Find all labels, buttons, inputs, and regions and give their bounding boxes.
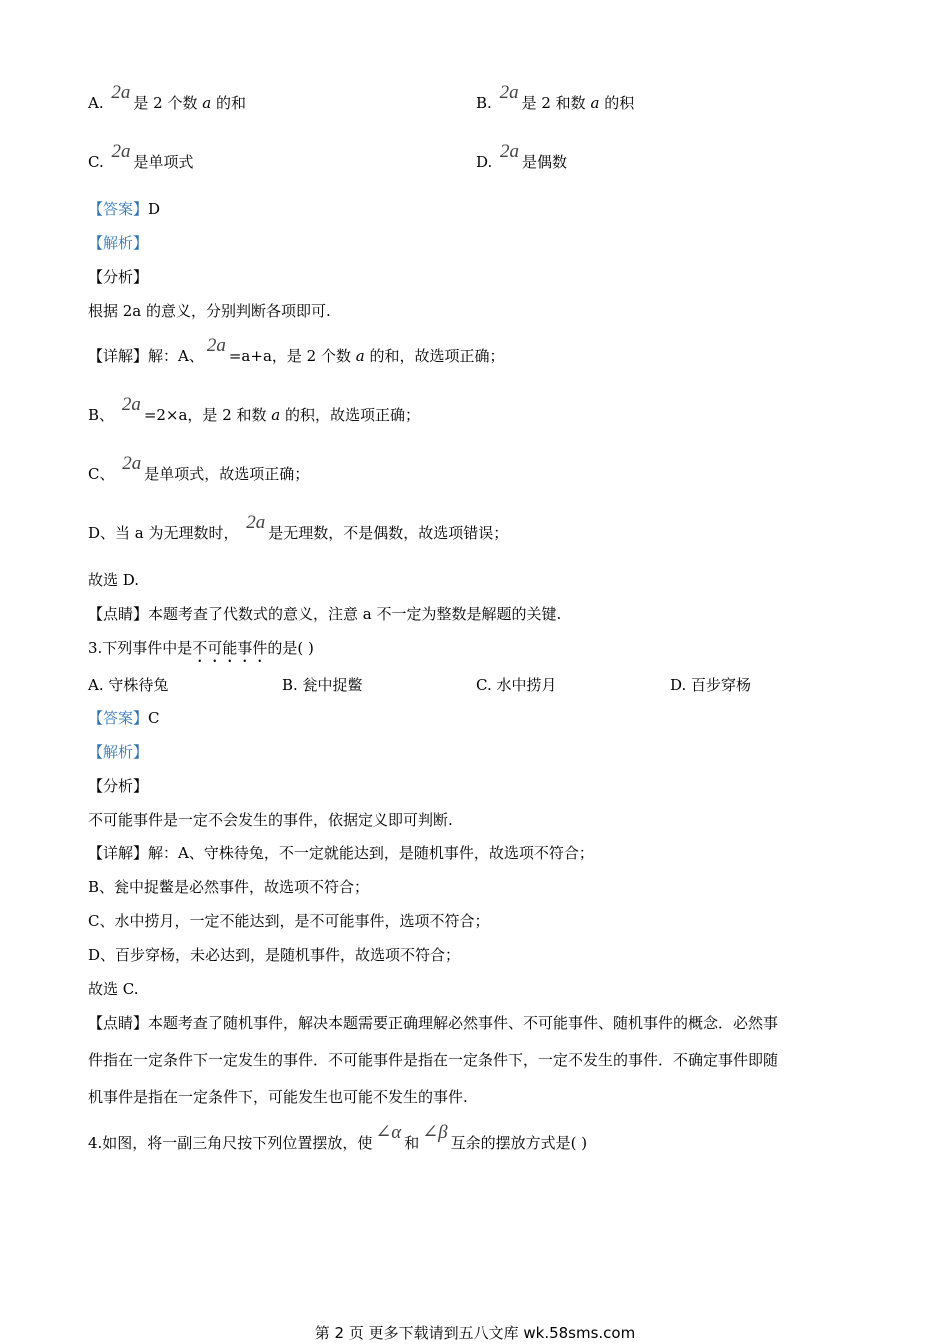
q2-detail-line-2 — [88, 394, 421, 425]
q3-stem-post: 的是( ) — [267, 639, 314, 657]
q3-dianjing-line-3: 机事件是指在一定条件下，可能发生也可能不发生的事件. — [88, 1088, 468, 1106]
detail-l1-math: 2a — [206, 335, 226, 356]
q3-option-a: A. 守株待兔 — [88, 676, 169, 694]
q3-answer-tag: 【答案】 — [88, 709, 149, 727]
q3-choose: 故选 C. — [88, 980, 139, 998]
detail-l3-math: 2a — [122, 453, 142, 474]
option-b-var: a — [590, 94, 600, 112]
option-c-label: C. — [88, 153, 104, 171]
detail-l1-var: a — [355, 347, 365, 365]
q3-detail-line-1 — [88, 843, 594, 863]
detail-l2-math: 2a — [121, 394, 141, 415]
detail-l1-mid: =a+a，是 2 个数 — [228, 347, 351, 365]
page-footer: 第 2 页 更多下载请到五八文库 wk.58sms.com — [314, 1324, 636, 1342]
q3-jiexi-tag: 【解析】 — [88, 743, 149, 761]
detail-l2-post: 的积，故选项正确； — [285, 406, 421, 424]
q3-stem-emphasis: 不可能事件 — [192, 639, 268, 657]
q3-detail-text-1: 解：A、守株待兔，不一定就能达到，是随机事件，故选项不符合； — [148, 844, 594, 862]
detail-tag: 【详解】 — [88, 347, 149, 365]
q3-detail-tag: 【详解】 — [88, 844, 149, 862]
option-a-math: 2a — [111, 82, 131, 103]
q2-fenxi-text: 根据 2a 的意义，分别判断各项即可. — [88, 302, 331, 320]
q2-detail-line-4 — [88, 512, 509, 543]
q3-option-c: C. 水中捞月 — [476, 676, 557, 694]
option-c — [88, 141, 194, 172]
option-b — [476, 82, 635, 113]
detail-l1-pre: 解：A、 — [148, 347, 204, 365]
dianjing-tag: 【点睛】 — [88, 605, 149, 623]
q3-option-d: D. 百步穿杨 — [670, 676, 752, 694]
q3-dianjing-tag: 【点睛】 — [88, 1014, 149, 1032]
detail-l4-pre: D、当 a 为无理数时， — [88, 524, 239, 542]
option-d-text: 是偶数 — [522, 153, 568, 171]
q3-fenxi-text: 不可能事件是一定不会发生的事件，依据定义即可判断. — [88, 811, 453, 829]
option-a-post: 的和 — [216, 94, 247, 112]
q2-detail-line-1 — [88, 335, 505, 366]
answer-value: D — [148, 200, 161, 218]
option-c-math: 2a — [111, 141, 131, 162]
q2-dianjing — [88, 604, 561, 624]
q3-detail-line-3: C、水中捞月，一定不能达到，是不可能事件，选项不符合； — [88, 912, 490, 930]
dianjing-text: 本题考查了代数式的意义，注意 a 不一定为整数是解题的关键. — [148, 605, 562, 623]
option-c-text: 是单项式 — [133, 153, 194, 171]
option-b-math: 2a — [499, 82, 519, 103]
q3-fenxi-tag: 【分析】 — [88, 777, 149, 795]
q4-stem-pre: 4.如图，将一副三角尺按下列位置摆放，使 — [88, 1134, 373, 1152]
q2-jiexi-tag: 【解析】 — [88, 234, 149, 252]
q3-detail-line-4: D、百步穿杨，未必达到，是随机事件，故选项不符合； — [88, 946, 461, 964]
q2-answer — [88, 199, 160, 219]
option-a — [88, 82, 247, 113]
q3-option-b: B. 瓮中捉鳖 — [282, 676, 363, 694]
q4-stem-mid: 和 — [404, 1134, 420, 1152]
option-a-var: a — [202, 94, 212, 112]
detail-l4-post: 是无理数，不是偶数，故选项错误； — [268, 524, 509, 542]
option-a-label: A. — [88, 94, 104, 112]
detail-l2-pre: B、 — [88, 406, 115, 424]
q2-choose: 故选 D. — [88, 571, 140, 589]
option-d-label: D. — [476, 153, 493, 171]
q3-stem-pre: 3.下列事件中是 — [88, 639, 193, 657]
detail-l2-var: a — [271, 406, 281, 424]
q3-dianjing-line-2: 件指在一定条件下一定发生的事件．不可能事件是指在一定条件下，一定不发生的事件．不确定事件即随 — [88, 1051, 779, 1069]
detail-l3-post: 是单项式，故选项正确； — [144, 465, 310, 483]
option-b-pre: 是 2 和数 — [521, 94, 586, 112]
q3-answer-value: C — [148, 709, 160, 727]
angle-alpha: ∠α — [375, 1122, 402, 1143]
detail-l2-mid: =2×a，是 2 和数 — [143, 406, 267, 424]
q2-fenxi-tag: 【分析】 — [88, 268, 149, 286]
q4-stem-post: 互余的摆放方式是( ) — [450, 1134, 588, 1152]
q3-dianjing-line-1 — [88, 1013, 778, 1033]
angle-beta: ∠β — [422, 1122, 448, 1143]
option-b-label: B. — [476, 94, 492, 112]
option-d — [476, 141, 568, 172]
detail-l4-math: 2a — [246, 512, 266, 533]
detail-l1-post: 的和，故选项正确； — [369, 347, 505, 365]
q2-detail-line-3 — [88, 453, 310, 484]
option-a-pre: 是 2 个数 — [133, 94, 198, 112]
q4-stem — [88, 1122, 588, 1153]
detail-l3-pre: C、 — [88, 465, 115, 483]
q3-dianjing-text-1: 本题考查了随机事件，解决本题需要正确理解必然事件、不可能事件、随机事件的概念．必然事 — [148, 1014, 779, 1032]
answer-tag: 【答案】 — [88, 200, 149, 218]
q3-answer — [88, 708, 160, 728]
option-d-math: 2a — [500, 141, 520, 162]
option-b-post: 的积 — [604, 94, 635, 112]
q3-stem — [88, 638, 314, 666]
q3-detail-line-2: B、瓮中捉鳖是必然事件，故选项不符合； — [88, 878, 370, 896]
